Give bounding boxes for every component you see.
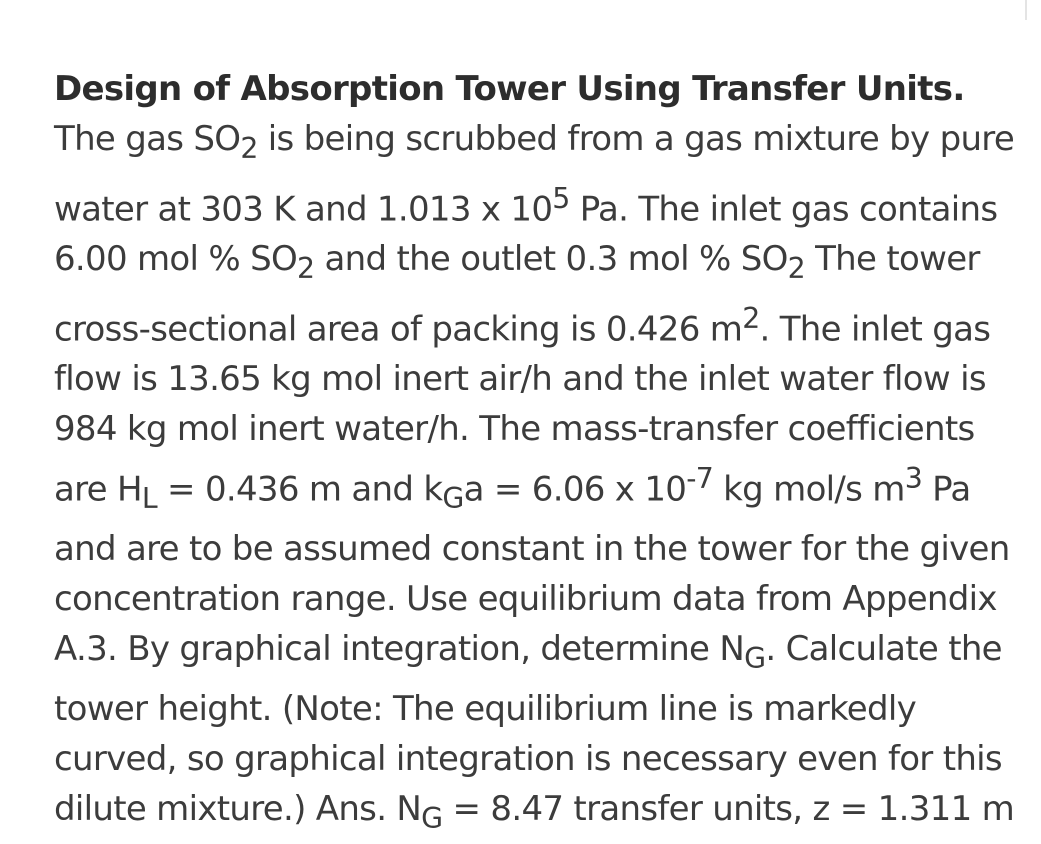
subscript-g: G [421, 801, 443, 835]
problem-statement [54, 64, 1034, 844]
subscript-2: 2 [297, 251, 315, 285]
problem-text-segment: . Calculate the tower height. (Note: The equilibrium line is markedly curved, so graphical integration is necessary even for this dilute mixture.) Ans. N [54, 629, 1002, 830]
problem-text-segment: = 0.436 m and k [156, 469, 443, 510]
subscript-l: L [141, 482, 157, 516]
problem-text-segment: = 8.47 transfer units, z = 1.311 m [442, 789, 1015, 830]
problem-text-segment: kg mol/s m [713, 469, 905, 510]
subscript-2: 2 [240, 131, 258, 165]
problem-text-segment: Pa and are to be assumed constant in the tower for the given concentration range. Use equilibrium data from Appendix A.3. By graphical integration, determine N [54, 469, 1010, 670]
problem-text-segment: a = 6.06 x 10 [463, 469, 687, 510]
problem-text-segment: Pa. The inlet gas contains 6.00 mol % SO [54, 189, 998, 280]
superscript-minus-7: -7 [686, 462, 714, 496]
scrollbar-thumb[interactable] [1025, 0, 1027, 20]
subscript-g: G [442, 482, 464, 516]
problem-text-segment: The tower cross-sectional area of packing is 0.426 m [54, 239, 980, 350]
subscript-g: G [744, 642, 766, 676]
subscript-2: 2 [787, 251, 805, 285]
problem-title: Design of Absorption Tower Using Transfer Units. [54, 69, 965, 109]
problem-text-segment: The gas SO [54, 119, 241, 159]
superscript-5: 5 [552, 181, 570, 215]
superscript-2: 2 [742, 301, 760, 335]
problem-text-segment: . The inlet gas flow is 13.65 kg mol inert air/h and the inlet water flow is 984 kg mol inert water/h. The mass-transfer coefficients are H [54, 309, 991, 510]
problem-text-segment: and the outlet 0.3 mol % SO [314, 239, 788, 280]
problem-text-segment: is being scrubbed from a gas mixture by pure water at 303 K and 1.013 x 10 [54, 119, 1015, 230]
superscript-3: 3 [904, 462, 923, 496]
